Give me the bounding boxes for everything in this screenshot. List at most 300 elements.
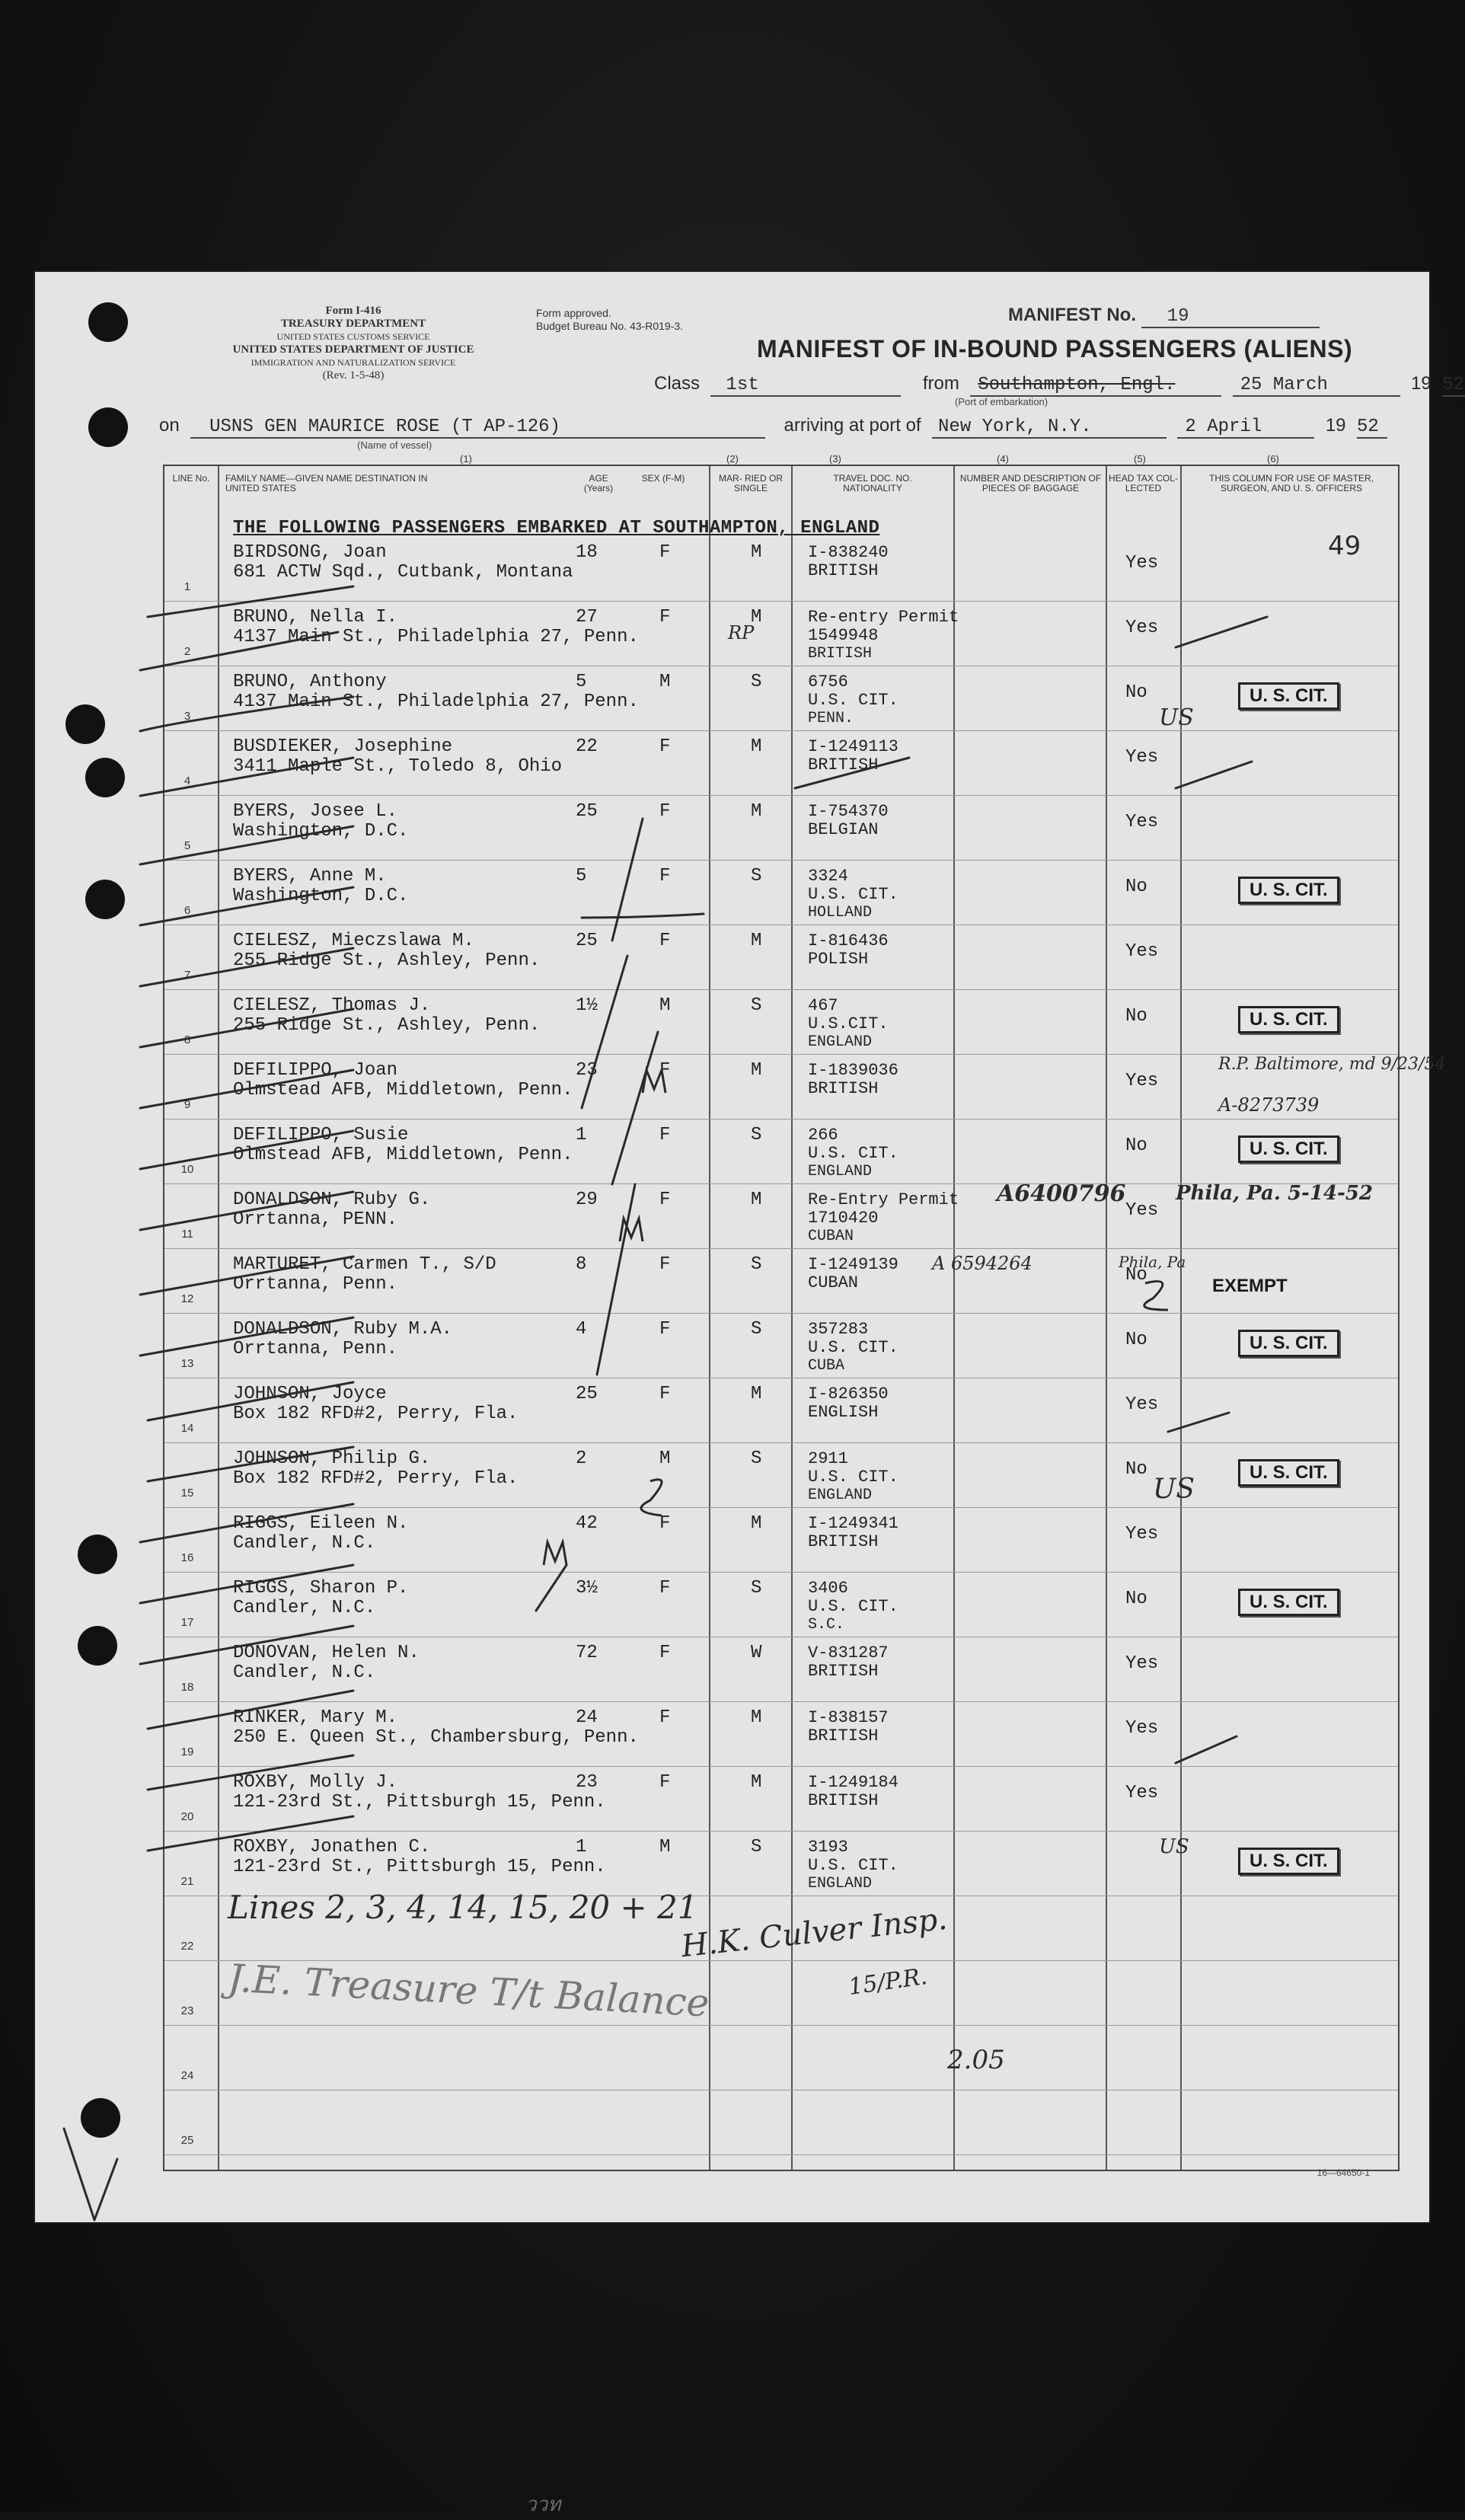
manifest-number-label: MANIFEST No. xyxy=(1008,305,1136,325)
nationality: BRITISH xyxy=(808,561,879,580)
nationality-extra: HOLLAND xyxy=(808,904,873,921)
class-value-text: 1st xyxy=(726,375,759,395)
passenger-marital-status: S xyxy=(751,1125,762,1145)
nationality: U.S. CIT. xyxy=(808,1597,898,1616)
arrival-date-text: 2 April xyxy=(1185,417,1262,437)
line-number: 14 xyxy=(180,1422,194,1435)
line-number: 25 xyxy=(180,2134,194,2147)
handwritten-rp: RP xyxy=(728,622,755,644)
embark-port xyxy=(970,375,1221,397)
col-header-married: MAR- RIED OR SINGLE xyxy=(719,473,783,493)
travel-doc: I-1249184 xyxy=(808,1773,898,1792)
passenger-address: 121-23rd St., Pittsburgh 15, Penn. xyxy=(233,1857,606,1877)
line-number: 1 xyxy=(184,580,191,593)
passenger-age: 22 xyxy=(576,736,598,757)
travel-doc: Re-entry Permit xyxy=(808,608,959,627)
ins-label: IMMIGRATION AND NATURALIZATION SERVICE xyxy=(251,357,456,368)
passenger-marital-status: S xyxy=(751,1448,762,1469)
passenger-marital-status: M xyxy=(751,931,762,951)
colnum-3: (3) xyxy=(829,453,841,465)
passenger-address: Box 182 RFD#2, Perry, Fla. xyxy=(233,1404,519,1424)
row-divider xyxy=(164,1572,1398,1573)
punch-hole xyxy=(78,1626,117,1666)
travel-doc: 3324 xyxy=(808,867,848,886)
col-header-travel: TRAVEL DOC. NO. NATIONALITY xyxy=(833,473,912,493)
handwritten-alien-number-9: A-8273739 xyxy=(1218,1094,1320,1116)
passenger-address: 681 ACTW Sqd., Cutbank, Montana xyxy=(233,562,573,583)
passenger-address: 4137 Main St., Philadelphia 27, Penn. xyxy=(233,627,639,647)
nationality: U.S. CIT. xyxy=(808,1338,898,1357)
exempt-stamp: EXEMPT xyxy=(1212,1276,1288,1296)
page-tally: 49 xyxy=(1328,531,1361,561)
nationality: BRITISH xyxy=(808,1532,879,1551)
head-tax: No xyxy=(1125,1135,1147,1156)
embark-port-caption: (Port of embarkation) xyxy=(955,396,1048,407)
vessel-caption: (Name of vessel) xyxy=(357,439,432,451)
passenger-age: 25 xyxy=(576,1384,598,1404)
handwritten-us: US xyxy=(1159,704,1194,731)
travel-doc: I-1249341 xyxy=(808,1514,898,1533)
nationality-extra: CUBA xyxy=(808,1357,845,1375)
nationality: BRITISH xyxy=(808,1791,879,1810)
handwritten-phila-12: Phila, Pa xyxy=(1119,1253,1186,1271)
line-number: 19 xyxy=(180,1745,194,1758)
passenger-name: DEFILIPPO, Susie xyxy=(233,1125,409,1145)
on-label: on xyxy=(159,415,180,436)
passenger-name: BYERS, Anne M. xyxy=(233,866,387,886)
passenger-marital-status: W xyxy=(751,1643,762,1663)
passenger-marital-status: M xyxy=(751,607,762,628)
passenger-age: 42 xyxy=(576,1513,598,1534)
passenger-address: Washington, D.C. xyxy=(233,886,409,906)
nationality: POLISH xyxy=(808,950,869,969)
travel-doc: 3406 xyxy=(808,1579,848,1598)
arriving-label: arriving at port of xyxy=(784,415,921,436)
travel-doc: I-1249139 xyxy=(808,1255,898,1274)
passenger-name: BYERS, Josee L. xyxy=(233,801,398,822)
manifest-number-value: 19 xyxy=(1141,306,1320,328)
arrival-year-prefix: 19 xyxy=(1325,415,1346,436)
arrival-port-text: New York, N.Y. xyxy=(938,417,1092,437)
passenger-marital-status: M xyxy=(751,1190,762,1210)
nationality: BRITISH xyxy=(808,755,879,775)
row-divider xyxy=(164,601,1398,602)
embark-date-text: 25 March xyxy=(1240,375,1328,395)
head-tax: Yes xyxy=(1125,1718,1159,1739)
travel-doc: I-1249113 xyxy=(808,737,898,756)
passenger-address: 255 Ridge St., Ashley, Penn. xyxy=(233,950,541,971)
approved-line: Form approved. xyxy=(536,307,611,319)
passenger-name: BIRDSONG, Joan xyxy=(233,542,387,563)
passenger-marital-status: S xyxy=(751,1578,762,1599)
nationality-extra: S.C. xyxy=(808,1616,845,1634)
embark-date xyxy=(1233,375,1400,397)
line-number: 7 xyxy=(184,969,191,982)
passenger-address: 3411 Maple St., Toledo 8, Ohio xyxy=(233,756,563,777)
passenger-age: 27 xyxy=(576,607,598,628)
row-divider xyxy=(164,1701,1398,1702)
line-number: 16 xyxy=(180,1551,194,1564)
passenger-age: 5 xyxy=(576,672,587,692)
travel-doc: Re-Entry Permit xyxy=(808,1190,959,1209)
head-tax: No xyxy=(1125,1330,1147,1350)
handwritten-us-21: US xyxy=(1159,1835,1189,1858)
from-label: from xyxy=(922,373,959,394)
passenger-sex: F xyxy=(659,1707,671,1728)
head-tax: Yes xyxy=(1125,812,1159,832)
revision-label: (Rev. 1-5-48) xyxy=(322,369,385,382)
passenger-sex: F xyxy=(659,1190,671,1210)
head-tax: Yes xyxy=(1125,1783,1159,1803)
passenger-age: 1 xyxy=(576,1837,587,1857)
justice-label: UNITED STATES DEPARTMENT OF JUSTICE xyxy=(232,343,474,356)
passenger-address: Orrtanna, PENN. xyxy=(233,1209,398,1230)
form-number: Form I-416 xyxy=(325,305,381,317)
passenger-name: ROXBY, Molly J. xyxy=(233,1772,398,1793)
passenger-address: Candler, N.C. xyxy=(233,1533,376,1554)
nationality: BELGIAN xyxy=(808,820,879,839)
line-number: 17 xyxy=(180,1616,194,1629)
punch-hole xyxy=(88,302,128,342)
nationality-extra: ENGLAND xyxy=(808,1875,873,1892)
nationality: U.S. CIT. xyxy=(808,885,898,904)
bottom-mark: ววท xyxy=(525,2493,561,2516)
passenger-name: DEFILIPPO, Joan xyxy=(233,1060,398,1081)
class-label: Class xyxy=(654,373,701,394)
passenger-sex: F xyxy=(659,542,671,563)
passenger-marital-status: S xyxy=(751,1837,762,1857)
us-cit-stamp: U. S. CIT. xyxy=(1238,1330,1339,1357)
passenger-marital-status: M xyxy=(751,801,762,822)
handwritten-phila-11: Phila, Pa. 5-14-52 xyxy=(1176,1182,1373,1205)
nationality-extra: CUBAN xyxy=(808,1228,854,1245)
handwritten-fraction: 15/P.R. xyxy=(847,1963,929,2001)
embark-year xyxy=(1442,375,1465,397)
passenger-marital-status: M xyxy=(751,1772,762,1793)
passenger-address: Candler, N.C. xyxy=(233,1662,376,1683)
nationality: U.S. CIT. xyxy=(808,1468,898,1487)
row-divider xyxy=(164,1831,1398,1832)
passenger-age: 8 xyxy=(576,1254,587,1275)
approval-block xyxy=(536,307,764,333)
nationality: BRITISH xyxy=(808,1079,879,1098)
handwritten-alien-number-11: A6400796 xyxy=(997,1180,1126,1207)
travel-doc: I-838240 xyxy=(808,543,889,562)
handwritten-us-15: US xyxy=(1153,1474,1195,1505)
travel-doc: 467 xyxy=(808,996,838,1015)
customs-label: UNITED STATES CUSTOMS SERVICE xyxy=(276,331,430,342)
nationality: 1710420 xyxy=(808,1209,879,1228)
passenger-name: BRUNO, Anthony xyxy=(233,672,387,692)
passenger-age: 29 xyxy=(576,1190,598,1210)
passenger-marital-status: M xyxy=(751,1707,762,1728)
form-print-code: 16—64650-1 xyxy=(1317,2167,1370,2178)
us-cit-stamp: U. S. CIT. xyxy=(1238,682,1339,710)
passenger-age: 24 xyxy=(576,1707,598,1728)
line-number: 20 xyxy=(180,1810,194,1823)
passenger-age: 18 xyxy=(576,542,598,563)
row-divider xyxy=(164,730,1398,731)
passenger-address: Washington, D.C. xyxy=(233,821,409,842)
head-tax: No xyxy=(1125,682,1147,703)
handwritten-amount: 2.05 xyxy=(947,2045,1005,2075)
line-number: 4 xyxy=(184,775,191,787)
passenger-marital-status: M xyxy=(751,736,762,757)
row-divider xyxy=(164,1507,1398,1508)
head-tax: Yes xyxy=(1125,618,1159,638)
embarkation-banner: THE FOLLOWING PASSENGERS EMBARKED AT SOUTHAMPTON, ENGLAND xyxy=(233,518,880,538)
row-divider xyxy=(164,989,1398,990)
line-number: 23 xyxy=(180,2004,194,2017)
passenger-age: 4 xyxy=(576,1319,587,1340)
passenger-sex: F xyxy=(659,1319,671,1340)
passenger-sex: F xyxy=(659,1254,671,1275)
line-number: 21 xyxy=(180,1875,194,1888)
col-header-sex: SEX (F-M) xyxy=(641,473,685,484)
passenger-name: JOHNSON, Joyce xyxy=(233,1384,387,1404)
passenger-name: DONOVAN, Helen N. xyxy=(233,1643,420,1663)
column-divider xyxy=(1106,466,1107,2170)
head-tax: Yes xyxy=(1125,747,1159,768)
vessel-line xyxy=(159,415,1387,439)
nationality: BRITISH xyxy=(808,1662,879,1681)
handwritten-alien-number-12: A 6594264 xyxy=(932,1253,1033,1274)
passenger-address: 121-23rd St., Pittsburgh 15, Penn. xyxy=(233,1792,606,1813)
passenger-name: MARTURET, Carmen T., S/D xyxy=(233,1254,496,1275)
passenger-name: ROXBY, Jonathen C. xyxy=(233,1837,431,1857)
nationality: BRITISH xyxy=(808,1726,879,1745)
row-divider xyxy=(164,1766,1398,1767)
row-divider xyxy=(164,2154,1398,2155)
nationality: 1549948 xyxy=(808,626,879,645)
travel-doc: V-831287 xyxy=(808,1643,889,1662)
budget-line: Budget Bureau No. 43-R019-3. xyxy=(536,320,684,332)
head-tax: Yes xyxy=(1125,941,1159,962)
passenger-name: BRUNO, Nella I. xyxy=(233,607,398,628)
punch-hole xyxy=(81,2098,120,2138)
nationality-extra: PENN. xyxy=(808,710,854,727)
col-header-name: FAMILY NAME—GIVEN NAME DESTINATION IN UNITED STATES xyxy=(225,473,428,493)
passenger-age: 1½ xyxy=(576,995,598,1016)
row-divider xyxy=(164,1313,1398,1314)
head-tax: Yes xyxy=(1125,1071,1159,1091)
column-divider xyxy=(218,466,219,2170)
column-divider xyxy=(953,466,955,2170)
passenger-sex: F xyxy=(659,1578,671,1599)
head-tax: Yes xyxy=(1125,1394,1159,1415)
passenger-sex: F xyxy=(659,1643,671,1663)
row-divider xyxy=(164,795,1398,796)
handwritten-je-note: J.E. Treasure T/t Balance xyxy=(226,1956,710,2026)
passenger-name: RIGGS, Eileen N. xyxy=(233,1513,409,1534)
head-tax: Yes xyxy=(1125,1524,1159,1544)
passenger-sex: F xyxy=(659,866,671,886)
line-number: 10 xyxy=(180,1163,194,1176)
nationality: U.S. CIT. xyxy=(808,1856,898,1875)
head-tax: Yes xyxy=(1125,553,1159,573)
colnum-5: (5) xyxy=(1134,453,1146,465)
passenger-sex: M xyxy=(659,995,671,1016)
row-divider xyxy=(164,1248,1398,1249)
line-number: 3 xyxy=(184,710,191,723)
colnum-2: (2) xyxy=(726,453,739,465)
passenger-address: Olmstead AFB, Middletown, Penn. xyxy=(233,1080,573,1100)
passenger-address: Orrtanna, Penn. xyxy=(233,1339,398,1359)
line-number: 15 xyxy=(180,1487,194,1500)
column-divider xyxy=(791,466,793,2170)
line-number: 5 xyxy=(184,839,191,852)
punch-hole xyxy=(85,758,125,797)
line-number: 24 xyxy=(180,2069,194,2082)
line-number: 12 xyxy=(180,1292,194,1305)
handwritten-lines-note: Lines 2, 3, 4, 14, 15, 20 + 21 xyxy=(228,1889,698,1926)
passenger-age: 25 xyxy=(576,931,598,951)
row-divider xyxy=(164,860,1398,861)
passenger-age: 25 xyxy=(576,801,598,822)
travel-doc: I-1839036 xyxy=(808,1061,898,1080)
passenger-age: 5 xyxy=(576,866,587,886)
head-tax: No xyxy=(1125,1459,1147,1480)
travel-doc: I-816436 xyxy=(808,931,889,950)
line-number: 22 xyxy=(180,1940,194,1953)
nationality: U.S. CIT. xyxy=(808,1144,898,1163)
line-number: 2 xyxy=(184,645,191,658)
passenger-age: 23 xyxy=(576,1060,598,1081)
head-tax: Yes xyxy=(1125,1200,1159,1221)
passenger-name: RINKER, Mary M. xyxy=(233,1707,398,1728)
us-cit-stamp: U. S. CIT. xyxy=(1238,1589,1339,1616)
passenger-age: 3½ xyxy=(576,1578,598,1599)
head-tax: Yes xyxy=(1125,1653,1159,1674)
passenger-sex: F xyxy=(659,1384,671,1404)
arrival-date xyxy=(1177,417,1314,439)
colnum-6: (6) xyxy=(1267,453,1279,465)
us-cit-stamp: U. S. CIT. xyxy=(1238,1135,1339,1163)
passenger-age: 2 xyxy=(576,1448,587,1469)
vessel-name xyxy=(190,417,765,439)
nationality: U.S. CIT. xyxy=(808,691,898,710)
passenger-sex: F xyxy=(659,931,671,951)
passenger-age: 23 xyxy=(576,1772,598,1793)
passenger-address: 4137 Main St., Philadelphia 27, Penn. xyxy=(233,691,639,712)
travel-doc: 3193 xyxy=(808,1838,848,1857)
passenger-marital-status: M xyxy=(751,542,762,563)
passenger-sex: M xyxy=(659,672,671,692)
row-divider xyxy=(164,2025,1398,2026)
passenger-name: DONALDSON, Ruby G. xyxy=(233,1190,431,1210)
head-tax: No xyxy=(1125,877,1147,897)
passenger-address: 255 Ridge St., Ashley, Penn. xyxy=(233,1015,541,1036)
travel-doc: 357283 xyxy=(808,1320,869,1339)
line-number: 8 xyxy=(184,1033,191,1046)
punch-hole xyxy=(78,1535,117,1574)
travel-doc: I-826350 xyxy=(808,1385,889,1404)
line-number: 6 xyxy=(184,904,191,917)
row-divider xyxy=(164,1442,1398,1443)
passenger-marital-status: S xyxy=(751,672,762,692)
nationality: CUBAN xyxy=(808,1273,859,1292)
passenger-name: RIGGS, Sharon P. xyxy=(233,1578,409,1599)
column-divider xyxy=(709,466,710,2170)
passenger-sex: F xyxy=(659,736,671,757)
passenger-marital-status: M xyxy=(751,1060,762,1081)
us-cit-stamp: U. S. CIT. xyxy=(1238,1459,1339,1487)
passenger-age: 72 xyxy=(576,1643,598,1663)
manifest-number xyxy=(1008,305,1320,328)
us-cit-stamp: U. S. CIT. xyxy=(1238,1006,1339,1033)
travel-doc: I-838157 xyxy=(808,1708,889,1727)
travel-doc: 6756 xyxy=(808,672,848,691)
travel-doc: 2911 xyxy=(808,1449,848,1468)
colnum-4: (4) xyxy=(997,453,1009,465)
col-header-age: AGE (Years) xyxy=(583,473,614,493)
embark-year-text: 52 xyxy=(1442,375,1464,395)
row-divider xyxy=(164,1960,1398,1961)
passenger-address: Box 182 RFD#2, Perry, Fla. xyxy=(233,1468,519,1489)
embark-port-text: Southampton, Engl. xyxy=(978,375,1176,395)
passenger-address: Candler, N.C. xyxy=(233,1598,376,1618)
passenger-name: JOHNSON, Philip G. xyxy=(233,1448,431,1469)
col-header-baggage: NUMBER AND DESCRIPTION OF PIECES OF BAGGAGE xyxy=(959,473,1102,493)
passenger-name: DONALDSON, Ruby M.A. xyxy=(233,1319,453,1340)
head-tax: No xyxy=(1125,1006,1147,1027)
line-number: 18 xyxy=(180,1681,194,1694)
nationality-extra: ENGLAND xyxy=(808,1033,873,1051)
passenger-name: CIELESZ, Thomas J. xyxy=(233,995,431,1016)
arrival-port xyxy=(932,417,1167,439)
agency-block xyxy=(155,305,551,382)
line-number: 9 xyxy=(184,1098,191,1111)
passenger-age: 1 xyxy=(576,1125,587,1145)
head-tax: No xyxy=(1125,1589,1147,1609)
punch-hole xyxy=(65,704,105,744)
treasury-label: TREASURY DEPARTMENT xyxy=(280,318,426,330)
us-cit-stamp: U. S. CIT. xyxy=(1238,1848,1339,1875)
passenger-address: 250 E. Queen St., Chambersburg, Penn. xyxy=(233,1727,639,1748)
passenger-address: Olmstead AFB, Middletown, Penn. xyxy=(233,1145,573,1165)
passenger-marital-status: S xyxy=(751,995,762,1016)
passenger-marital-status: S xyxy=(751,1319,762,1340)
passenger-sex: M xyxy=(659,1448,671,1469)
passenger-sex: M xyxy=(659,1837,671,1857)
colnum-1: (1) xyxy=(460,453,472,465)
manifest-page xyxy=(34,270,1464,2224)
punch-hole xyxy=(85,880,125,919)
handwritten-inspector: H.K. Culver Insp. xyxy=(679,1901,950,1965)
passenger-marital-status: M xyxy=(751,1384,762,1404)
passenger-name: CIELESZ, Mieczslawa M. xyxy=(233,931,474,951)
nationality-extra: ENGLAND xyxy=(808,1487,873,1504)
vessel-name-text: USNS GEN MAURICE ROSE (T AP-126) xyxy=(209,417,560,437)
passenger-sex: F xyxy=(659,1125,671,1145)
class-line xyxy=(654,373,1465,397)
punch-hole xyxy=(88,407,128,447)
us-cit-stamp: U. S. CIT. xyxy=(1238,877,1339,904)
nationality: ENGLISH xyxy=(808,1403,879,1422)
nationality-extra: ENGLAND xyxy=(808,1163,873,1180)
passenger-address: Orrtanna, Penn. xyxy=(233,1274,398,1295)
passenger-sex: F xyxy=(659,1060,671,1081)
line-number: 13 xyxy=(180,1357,194,1370)
passenger-name: BUSDIEKER, Josephine xyxy=(233,736,453,757)
travel-doc: I-754370 xyxy=(808,802,889,821)
class-value xyxy=(710,375,901,397)
travel-doc: 266 xyxy=(808,1126,838,1145)
page-title: MANIFEST OF IN-BOUND PASSENGERS (ALIENS) xyxy=(757,335,1353,363)
nationality-extra: BRITISH xyxy=(808,645,873,663)
passenger-marital-status: S xyxy=(751,866,762,886)
arrival-year-text: 52 xyxy=(1356,417,1379,437)
